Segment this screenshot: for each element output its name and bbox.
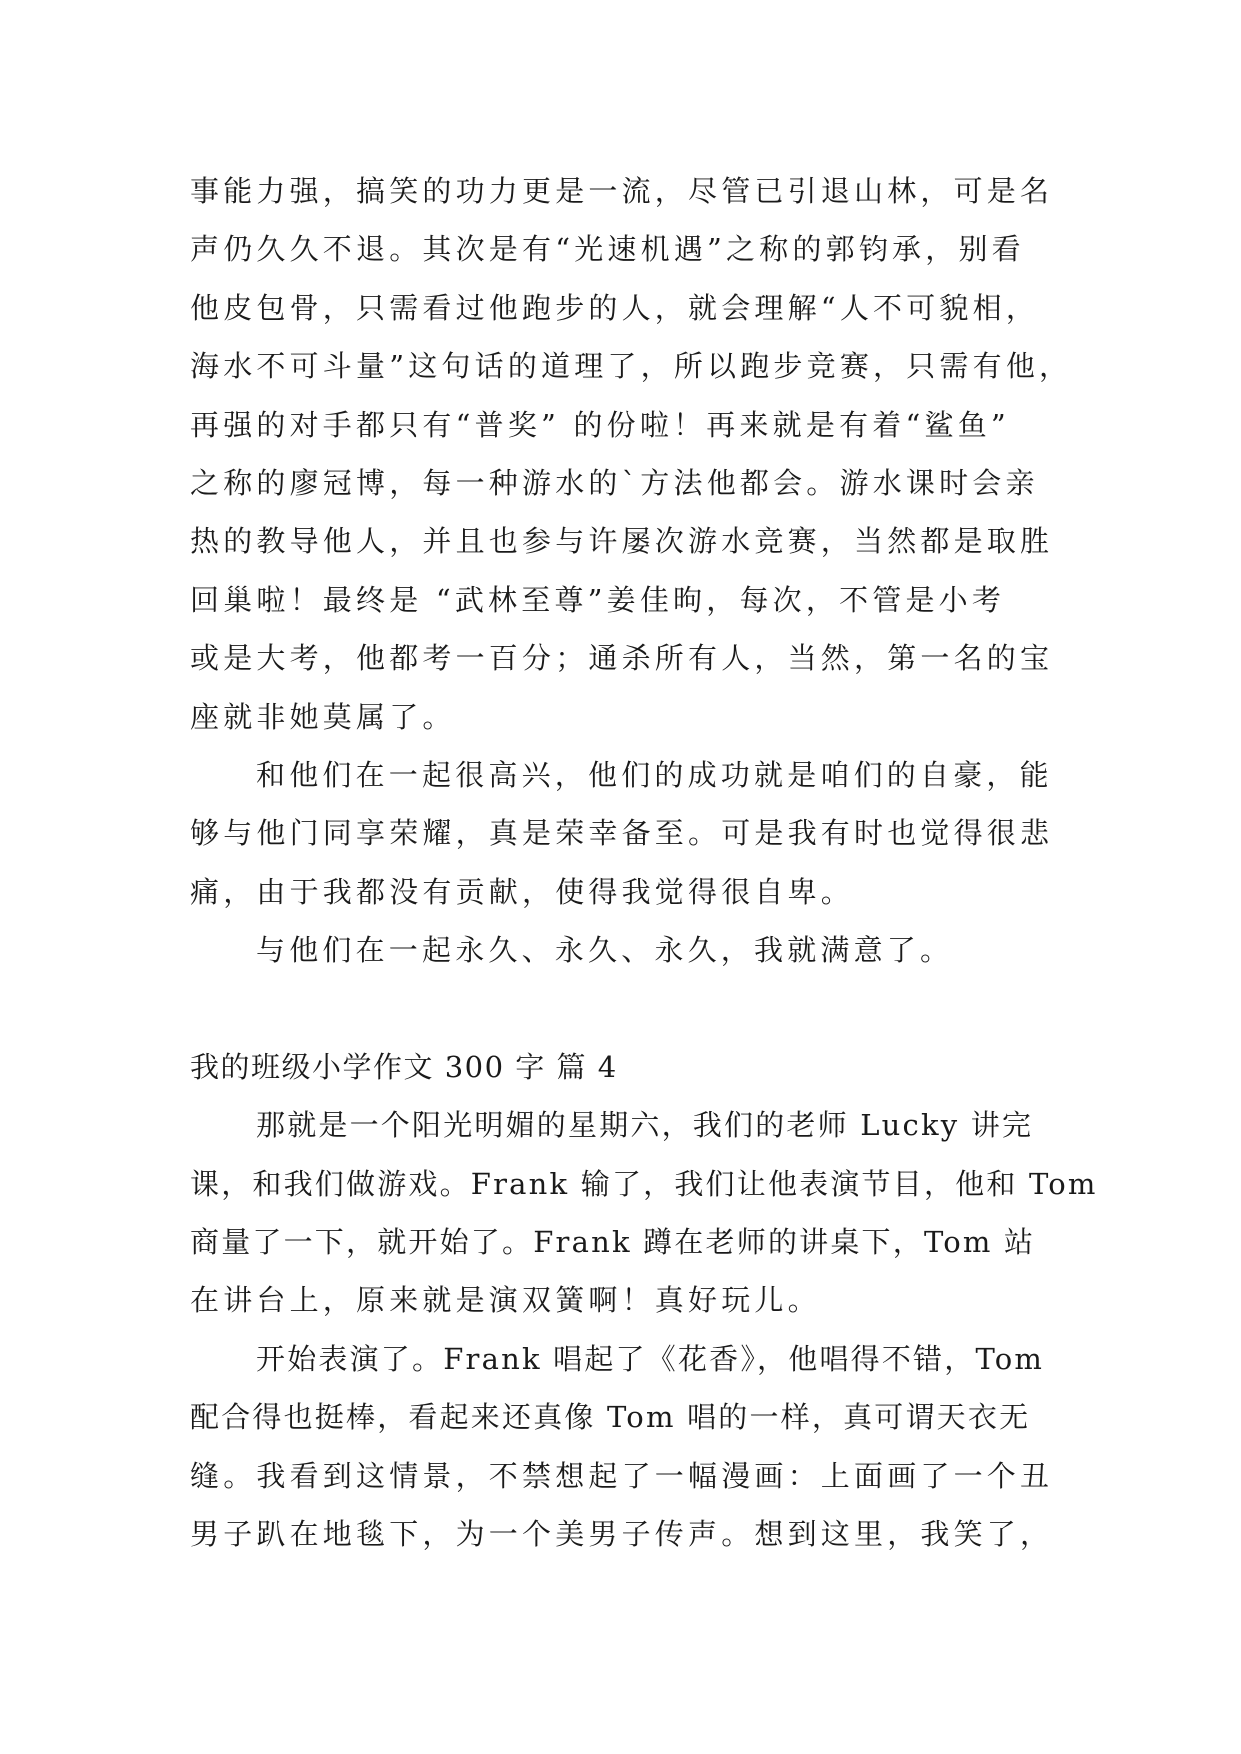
paragraph-gap — [190, 979, 1060, 1037]
text-line: 事能力强，搞笑的功力更是一流，尽管已引退山林，可是名 — [190, 174, 1054, 208]
text-line: 海水不可斗量”这句话的道理了，所以跑步竞赛，只需有他， — [190, 349, 1073, 384]
text-line: 痛，由于我都没有贡献，使得我觉得很自卑。 — [190, 874, 855, 909]
text-line: 配合得也挺棒，看起来还真像 Tom 唱的一样，真可谓天衣无 — [190, 1400, 1031, 1435]
text-line: 之称的廖冠博，每一种游水的`方法他都会。游水课时会亲 — [190, 465, 1039, 500]
text-line-indented: 和他们在一起很高兴，他们的成功就是咱们的自豪，能 — [256, 757, 1053, 792]
section-heading: 我的班级小学作文 300 字 篇 4 — [190, 1049, 618, 1084]
text-line: 回巢啦！最终是 “武林至尊”姜佳昫，每次，不管是小考 — [190, 582, 1006, 617]
document-body — [190, 162, 1098, 1563]
text-line: 热的教导他人，并且也参与许屡次游水竞赛，当然都是取胜 — [190, 524, 1054, 559]
text-line: 课，和我们做游戏。Frank 输了，我们让他表演节目，他和 Tom — [190, 1166, 1098, 1201]
text-line-indented: 那就是一个阳光明媚的星期六，我们的老师 Lucky 讲完 — [256, 1108, 1034, 1143]
text-line: 缝。我看到这情景，不禁想起了一幅漫画：上面画了一个丑 — [190, 1458, 1054, 1493]
text-line: 够与他门同享荣耀，真是荣幸备至。可是我有时也觉得很悲 — [190, 816, 1054, 851]
text-line: 声仍久久不退。其次是有“光速机遇”之称的郭钧承，别看 — [190, 232, 1025, 267]
text-line-indented: 开始表演了。Frank 唱起了《花香》，他唱得不错，Tom — [256, 1341, 1045, 1376]
text-line: 男子趴在地毯下，为一个美男子传声。想到这里，我笑了， — [190, 1516, 1054, 1551]
text-line-indented: 与他们在一起永久、永久、永久，我就满意了。 — [256, 933, 954, 968]
text-line: 在讲台上，原来就是演双簧啊！真好玩儿。 — [190, 1283, 821, 1318]
text-line: 他皮包骨，只需看过他跑步的人，就会理解“人不可貌相， — [190, 290, 1040, 325]
text-line: 再强的对手都只有“普奖” 的份啦！再来就是有着“鲨鱼” — [190, 407, 1010, 442]
text-line: 商量了一下，就开始了。Frank 蹲在老师的讲桌下，Tom 站 — [190, 1225, 1036, 1260]
text-line: 或是大考，他都考一百分；通杀所有人，当然，第一名的宝 — [190, 641, 1054, 676]
text-line: 座就非她莫属了。 — [190, 699, 456, 734]
